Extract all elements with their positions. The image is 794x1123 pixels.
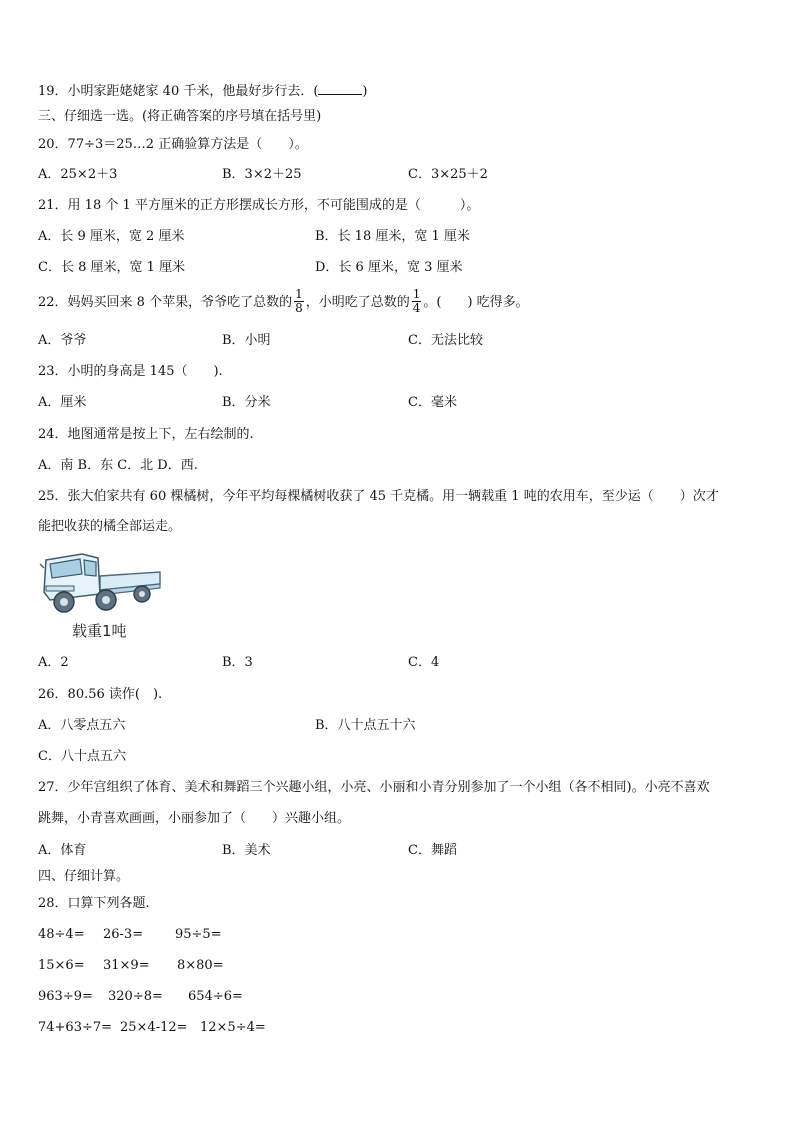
option-d[interactable]: D．长 6 厘米，宽 3 厘米	[315, 260, 463, 275]
option-b[interactable]: B．3	[222, 655, 253, 670]
question-25-line-1: 25．张大伯家共有 60 棵橘树，今年平均每棵橘树收获了 45 千克橘。用一辆载重 1 吨的农用车，至少运（ ）次才	[38, 489, 719, 504]
calc-item: 48÷4=	[38, 927, 85, 942]
question-24-options[interactable]: A．南 B．东 C．北 D．西.	[38, 458, 198, 473]
fraction-one-eighth	[294, 288, 304, 315]
option-c[interactable]: C．长 8 厘米，宽 1 厘米	[38, 260, 186, 275]
option-c[interactable]: C．无法比较	[408, 333, 483, 348]
question-19-close: )	[362, 84, 368, 99]
question-24: 24．地图通常是按上下，左右绘制的.	[38, 427, 254, 442]
calc-item: 74+63÷7=	[38, 1020, 113, 1035]
question-26: 26．80.56 读作( ).	[38, 687, 163, 702]
question-23: 23．小明的身高是 145（ ).	[38, 364, 223, 379]
option-c[interactable]: C．3×25＋2	[408, 167, 488, 182]
option-a[interactable]: A．爷爷	[38, 333, 87, 348]
question-22-text-a: 22．妈妈买回来 8 个苹果，爷爷吃了总数的	[38, 295, 293, 310]
question-27-line-2: 跳舞，小青喜欢画画，小丽参加了（ ）兴趣小组。	[38, 811, 351, 826]
option-b[interactable]: B．小明	[222, 333, 271, 348]
option-a[interactable]: A．2	[38, 655, 69, 670]
calc-item: 31×9=	[103, 958, 150, 973]
calc-item: 15×6=	[38, 958, 85, 973]
question-22-text-b: ，小明吃了总数的	[305, 295, 410, 310]
calc-item: 8×80=	[177, 958, 224, 973]
truck-icon	[38, 548, 164, 618]
option-b[interactable]: B．分米	[222, 395, 271, 410]
truck-illustration	[38, 548, 164, 644]
option-c[interactable]: C．八十点五六	[38, 749, 126, 764]
option-a[interactable]: A．25×2＋3	[38, 167, 118, 182]
question-28: 28．口算下列各题.	[38, 896, 150, 911]
fraction-one-quarter	[412, 288, 422, 315]
question-19-text: 19．小明家距姥姥家 40 千米，他最好步行去．(	[38, 84, 319, 99]
question-27-line-1: 27．少年宫组织了体育、美术和舞蹈三个兴趣小组，小亮、小丽和小青分别参加了一个小组（各不相同)。小亮不喜欢	[38, 780, 710, 795]
calc-item: 95÷5=	[175, 927, 222, 942]
fraction-numerator: 1	[295, 287, 303, 301]
option-a[interactable]: A．厘米	[38, 395, 87, 410]
option-a[interactable]: A．长 9 厘米，宽 2 厘米	[38, 229, 185, 244]
option-c[interactable]: C．舞蹈	[408, 843, 457, 858]
option-b[interactable]: B．八十点五十六	[315, 718, 416, 733]
question-22	[38, 288, 529, 318]
section-4-heading: 四、仔细计算。	[38, 869, 130, 884]
calc-item: 320÷8=	[108, 989, 163, 1004]
calc-item: 963÷9=	[38, 989, 93, 1004]
calc-item: 25×4-12=	[120, 1020, 188, 1035]
option-a[interactable]: A．八零点五六	[38, 718, 126, 733]
calc-item: 26-3=	[103, 927, 144, 942]
fraction-numerator: 1	[412, 287, 421, 301]
truck-caption: 载重1吨	[72, 622, 127, 640]
option-b[interactable]: B．3×2＋25	[222, 167, 302, 182]
section-3-heading: 三、仔细选一选。(将正确答案的序号填在括号里)	[38, 109, 322, 124]
calc-item: 12×5÷4=	[200, 1020, 266, 1035]
fraction-denominator: 4	[412, 301, 421, 315]
question-22-text-c: 。( ) 吃得多。	[423, 295, 529, 310]
question-20: 20．77÷3＝25…2 正确验算方法是（ ）。	[38, 137, 308, 152]
option-a[interactable]: A．体育	[38, 843, 87, 858]
question-19	[38, 82, 368, 101]
question-21: 21．用 18 个 1 平方厘米的正方形摆成长方形，不可能围成的是（ ）。	[38, 198, 480, 213]
option-c[interactable]: C．4	[408, 655, 440, 670]
fraction-denominator: 8	[295, 301, 303, 315]
option-c[interactable]: C．毫米	[408, 395, 457, 410]
option-b[interactable]: B．美术	[222, 843, 271, 858]
answer-blank[interactable]	[318, 82, 362, 95]
question-25-line-2: 能把收获的橘全部运走。	[38, 519, 182, 534]
calc-item: 654÷6=	[188, 989, 243, 1004]
option-b[interactable]: B．长 18 厘米，宽 1 厘米	[315, 229, 470, 244]
